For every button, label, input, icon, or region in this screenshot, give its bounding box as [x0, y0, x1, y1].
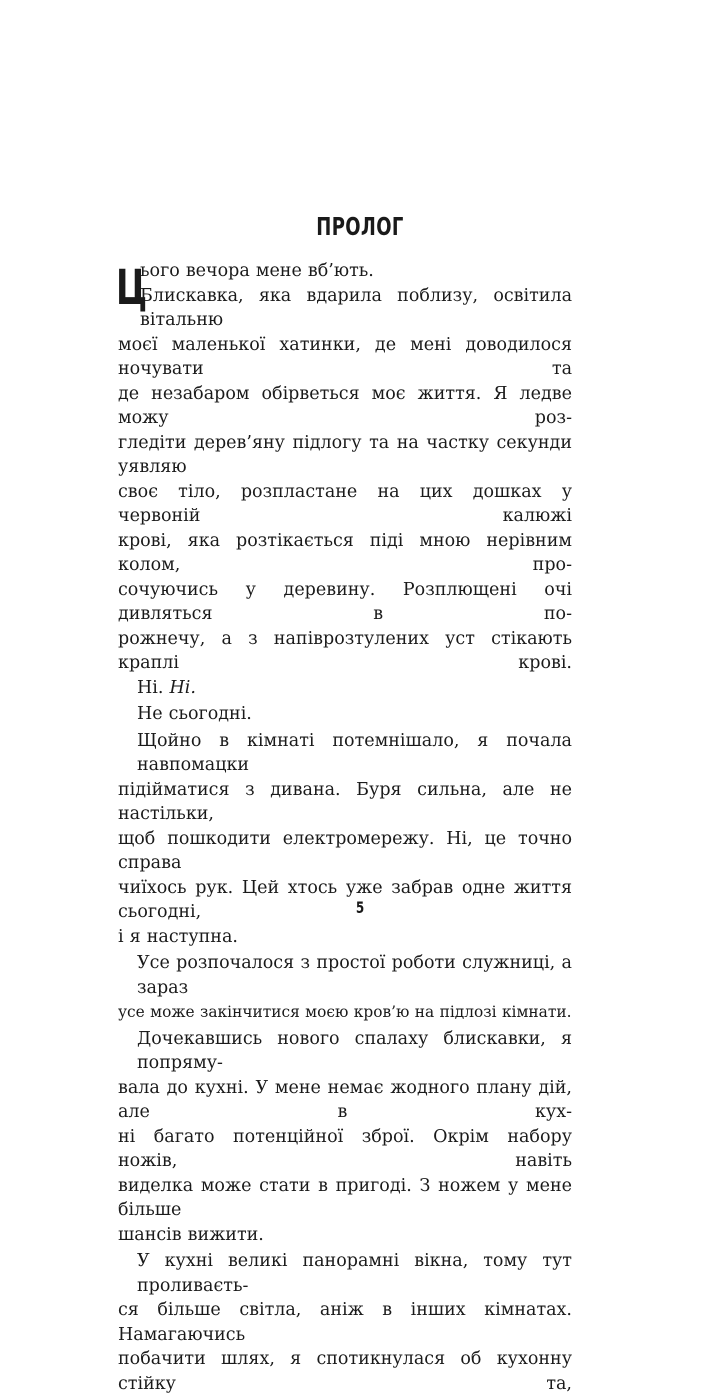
paragraph-3	[118, 702, 572, 727]
text-line: підійматися з дивана. Буря сильна, але не настільки,	[118, 779, 572, 824]
body-text	[118, 259, 572, 1396]
text-line: сочуючись у деревину. Розплющені очі дивляться в по-	[118, 579, 572, 624]
text-line: щоб пошкодити електромережу. Ні, це точно справа	[118, 828, 572, 873]
paragraph-6	[118, 1027, 572, 1248]
text-line: рожнечу, а з напіврозтулених уст стікають краплі крові.	[118, 628, 572, 673]
text-line: і я наступна.	[118, 926, 238, 947]
chapter-title: ПРОЛОГ	[316, 212, 404, 241]
text-line: Щойно в кімнаті потемнішало, я почала навпомацки	[137, 730, 572, 775]
text-line: побачити шлях, я спотикнулася об кухонну стійку та,	[118, 1349, 572, 1394]
paragraph-1	[118, 259, 572, 676]
text-line: усе може закінчитися моєю кров’ю на підлозі кімнати.	[118, 1003, 572, 1021]
text-line: моєї маленької хатинки, де мені доводилося ночувати та	[118, 334, 572, 379]
text-line: ього вечора мене вб’ють.	[140, 261, 374, 281]
paragraph-2	[118, 676, 572, 701]
text-line: крові, яка розтікається піді мною нерівним колом, про-	[118, 530, 572, 575]
text-line: чиїхось рук. Цей хтось уже забрав одне життя сьогодні,	[118, 877, 572, 922]
text-line: Блискавка, яка вдарила поблизу, освітила вітальню	[140, 285, 572, 330]
drop-cap: Ц	[116, 260, 148, 316]
text-line: виделка може стати в пригоді. З ножем у мене більше	[118, 1175, 572, 1220]
paragraph-7	[118, 1249, 572, 1396]
text-line: Усе розпочалося з простої роботи служниці, а зараз	[137, 953, 572, 998]
page-number: 5	[355, 898, 365, 917]
text-line: вала до кухні. У мене немає жодного плану дій, але в кух-	[118, 1077, 572, 1122]
italic-text: Ні.	[169, 677, 196, 698]
text-line: ся більше світла, аніж в інших кімнатах. Намагаючись	[118, 1300, 572, 1345]
text-fragment: Ні.	[137, 677, 164, 698]
paragraph-5	[118, 951, 572, 1025]
text-line: ні багато потенційної зброї. Окрім набору ножів, навіть	[118, 1126, 572, 1171]
text-line: Дочекавшись нового спалаху блискавки, я попряму-	[137, 1028, 572, 1073]
text-line: шансів вижити.	[118, 1224, 264, 1245]
text-line: своє тіло, розпластане на цих дошках у червоній калюжі	[118, 481, 572, 526]
text-line: У кухні великі панорамні вікна, тому тут проливаєть-	[137, 1251, 572, 1296]
text-line: Не сьогодні.	[137, 704, 252, 724]
text-line: гледіти дерев’яну підлогу та на частку секунди уявляю	[118, 432, 572, 477]
text-line: де незабаром обірветься моє життя. Я ледве можу роз-	[118, 383, 572, 428]
